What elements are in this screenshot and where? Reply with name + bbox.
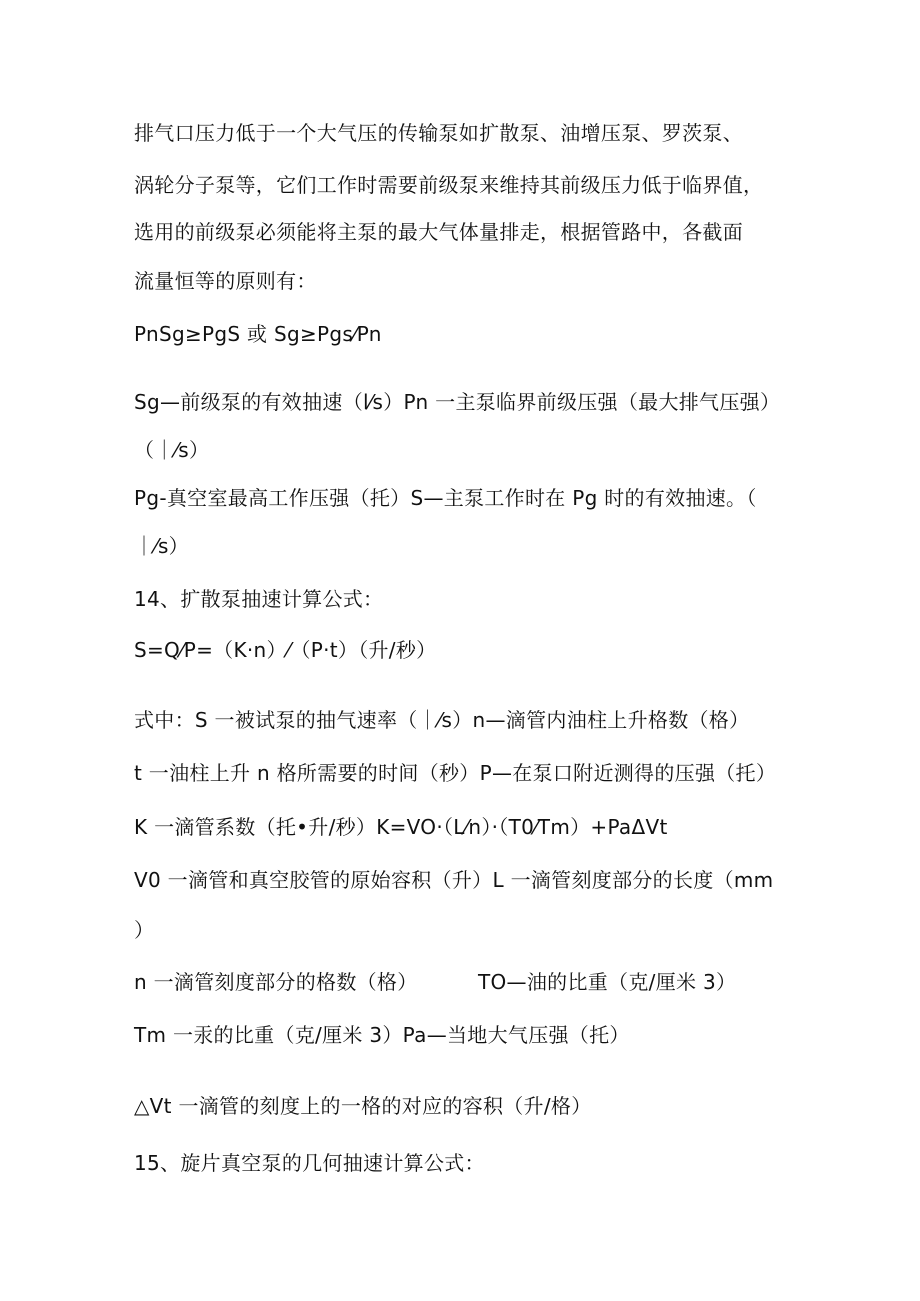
definition-line: K 一滴管系数（托•升/秒）K=VO·（L⁄n）·（T0⁄Tm）+PaΔVt [134, 815, 668, 839]
paragraph-line: 选用的前级泵必须能将主泵的最大气体量排走，根据管路中，各截面 [134, 220, 743, 244]
formula-line: PnSg≥PgS 或 Sg≥Pgs⁄Pn [134, 322, 382, 346]
definition-line: V0 一滴管和真空胶管的原始容积（升）L 一滴管刻度部分的长度（mm [134, 868, 774, 892]
definition-line: Pg-真空室最高工作压强（托）S—主泵工作时在 Pg 时的有效抽速。（ [134, 486, 757, 510]
definition-line-two-column [134, 968, 894, 996]
definition-line: △Vt 一滴管的刻度上的一格的对应的容积（升/格） [134, 1094, 592, 1118]
definition-left: n 一滴管刻度部分的格数（格） [134, 970, 418, 994]
definition-line: ） [134, 918, 155, 942]
definition-line: t 一油柱上升 n 格所需要的时间（秒）P—在泵口附近测得的压强（托） [134, 761, 777, 785]
definition-line: Tm 一汞的比重（克/厘米 3）Pa—当地大气压强（托） [134, 1023, 630, 1047]
definition-line: 式中：S 一被试泵的抽气速率（｜⁄s）n—滴管内油柱上升格数（格） [134, 708, 750, 732]
section-heading: 14、扩散泵抽速计算公式： [134, 587, 384, 611]
formula-line: S=Q⁄P=（K·n）⁄（P·t）（升/秒） [134, 638, 437, 662]
definition-right: TO—油的比重（克/厘米 3） [478, 970, 737, 994]
paragraph-line: 排气口压力低于一个大气压的传输泵如扩散泵、油增压泵、罗茨泵、 [134, 121, 743, 145]
paragraph-line: 流量恒等的原则有： [134, 269, 317, 293]
definition-line: （｜⁄s） [134, 438, 210, 462]
definition-line: ｜⁄s） [134, 534, 189, 558]
definition-line: Sg—前级泵的有效抽速（l⁄s）Pn 一主泵临界前级压强（最大排气压强） [134, 390, 781, 414]
paragraph-line: 涡轮分子泵等，它们工作时需要前级泵来维持其前级压力低于临界值， [134, 173, 764, 197]
section-heading: 15、旋片真空泵的几何抽速计算公式： [134, 1151, 485, 1175]
